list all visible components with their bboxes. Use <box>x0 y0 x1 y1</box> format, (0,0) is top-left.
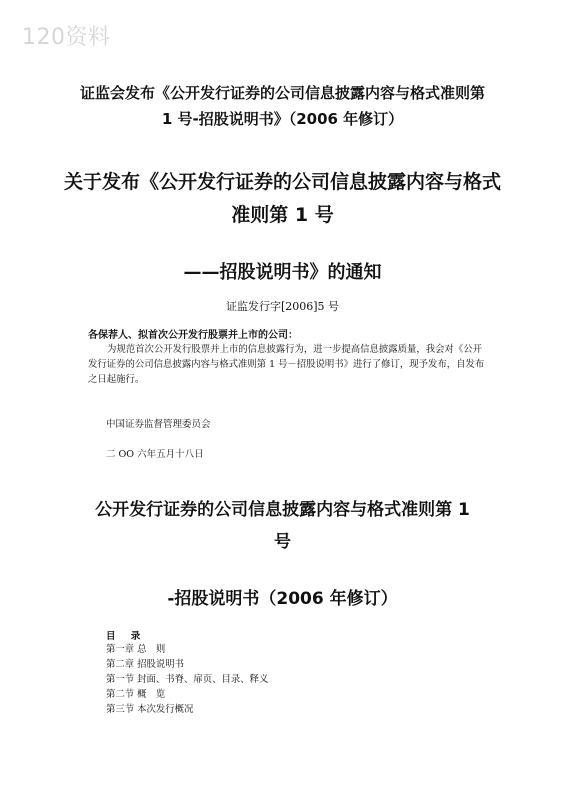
issue-date: 二 OO 六年五月十八日 <box>106 449 204 460</box>
standard-title <box>40 494 525 558</box>
document-title <box>40 80 525 132</box>
document-title-line-2: 1 号-招股说明书》（2006 年修订） <box>161 110 404 128</box>
standard-subtitle: -招股说明书（2006 年修订） <box>167 589 398 609</box>
standard-title-line-2: 号 <box>274 532 291 552</box>
toc-item: 第一节 封面、书脊、扉页、目录、释义 <box>106 674 269 685</box>
signer: 中国证券监督管理委员会 <box>106 419 211 430</box>
document-number: 证监发行字[2006]5 号 <box>225 300 340 313</box>
notice-body <box>88 342 490 387</box>
watermark: 120资料 <box>22 25 111 50</box>
notice-subtitle: ——招股说明书》的通知 <box>183 262 382 283</box>
addressee: 各保荐人、拟首次公开发行股票并上市的公司： <box>88 330 298 341</box>
toc-list <box>106 642 268 717</box>
toc-item: 第三节 本次发行概况 <box>106 704 194 715</box>
notice-body-text: 为规范首次公开发行股票并上市的信息披露行为，进一步提高信息披露质量，我会对《公开发行证券的公司信息披露内容与格式准则第 1 号－招股说明书》进行了修订，现予发布，自发布之日起施行。 <box>88 344 485 385</box>
document-title-line-1: 证监会发布《公开发行证券的公司信息披露内容与格式准则第 <box>79 84 485 102</box>
toc-item: 第二章 招股说明书 <box>106 659 184 670</box>
notice-title <box>40 166 525 232</box>
toc-heading: 目 录 <box>106 631 147 642</box>
toc-item: 第二节 概 览 <box>106 689 166 700</box>
toc-item: 第一章 总 则 <box>106 644 166 655</box>
standard-title-line-1: 公开发行证券的公司信息披露内容与格式准则第 1 <box>95 500 470 520</box>
notice-title-line-1: 关于发布《公开发行证券的公司信息披露内容与格式 <box>63 171 501 193</box>
notice-title-line-2: 准则第 1 号 <box>231 204 334 226</box>
